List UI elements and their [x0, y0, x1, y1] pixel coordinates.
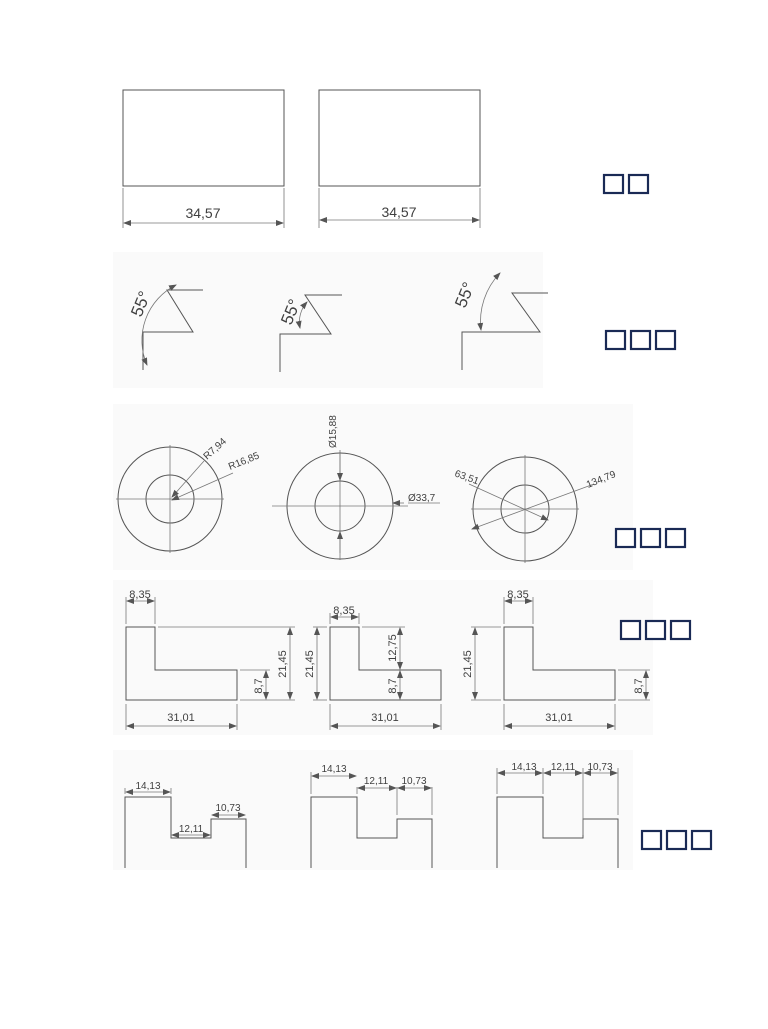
segment-label: 14,13: [321, 764, 347, 775]
answer-boxes[interactable]: [606, 331, 675, 349]
dimension-label: 63,51: [452, 468, 481, 488]
row2-angle-dimension-exercise: [113, 252, 675, 388]
mid-height-label: 12,75: [387, 634, 399, 662]
segment-label: 12,11: [178, 824, 204, 835]
answer-boxes[interactable]: [604, 175, 648, 193]
width-label: 8,35: [129, 589, 151, 601]
answer-box[interactable]: [641, 529, 660, 547]
base-label: 31,01: [371, 712, 399, 724]
dimension-label: 34,57: [185, 205, 221, 221]
angle-label: 55°: [127, 288, 155, 320]
rectangle-1: [123, 90, 284, 186]
answer-box[interactable]: [616, 529, 635, 547]
width-label: 8,35: [507, 589, 529, 601]
answer-box[interactable]: [631, 331, 650, 349]
base-label: 31,01: [545, 712, 573, 724]
segment-label: 12,11: [550, 762, 576, 773]
base-label: 31,01: [167, 712, 195, 724]
answer-boxes[interactable]: [621, 621, 690, 639]
diameter-label: Ø15,88: [328, 415, 339, 448]
row3-circle-dimension-exercise: [113, 404, 685, 570]
segment-label: 14,13: [511, 762, 537, 773]
step-label: 8,7: [253, 678, 265, 694]
segment-label: 14,13: [135, 781, 161, 792]
answer-box[interactable]: [606, 331, 625, 349]
segment-label: 10,73: [215, 803, 241, 814]
radius-label: R16,85: [227, 450, 262, 473]
answer-box[interactable]: [666, 529, 685, 547]
answer-box[interactable]: [646, 621, 665, 639]
answer-box[interactable]: [671, 621, 690, 639]
answer-box[interactable]: [642, 831, 661, 849]
dimension-label: 134,79: [585, 469, 618, 491]
angle-label: 55°: [277, 296, 305, 328]
answer-box[interactable]: [621, 621, 640, 639]
row5-step-profile-dimension-exercise: [113, 750, 711, 870]
diameter-label: Ø33,7: [408, 493, 436, 504]
row4-l-shape-dimension-exercise: [113, 580, 690, 735]
figure-background: [113, 252, 543, 388]
answer-box[interactable]: [604, 175, 623, 193]
row1-linear-dimension-exercise: [123, 90, 648, 228]
width-label: 8,35: [333, 605, 355, 617]
answer-box[interactable]: [667, 831, 686, 849]
segment-label: 10,73: [401, 776, 427, 787]
height-label: 21,45: [277, 650, 289, 678]
radius-label: R7,94: [201, 436, 229, 463]
height-label: 21,45: [462, 650, 474, 678]
angle-label: 55°: [451, 279, 479, 311]
answer-boxes[interactable]: [642, 831, 711, 849]
rectangle-2: [319, 90, 480, 186]
answer-box[interactable]: [692, 831, 711, 849]
answer-boxes[interactable]: [616, 529, 685, 547]
segment-label: 10,73: [587, 762, 613, 773]
step-label: 8,7: [633, 678, 645, 694]
segment-label: 12,11: [363, 776, 389, 787]
height-label: 21,45: [304, 650, 316, 678]
answer-box[interactable]: [656, 331, 675, 349]
answer-box[interactable]: [629, 175, 648, 193]
step-label: 8,7: [387, 678, 399, 694]
dimension-label: 34,57: [381, 204, 417, 220]
